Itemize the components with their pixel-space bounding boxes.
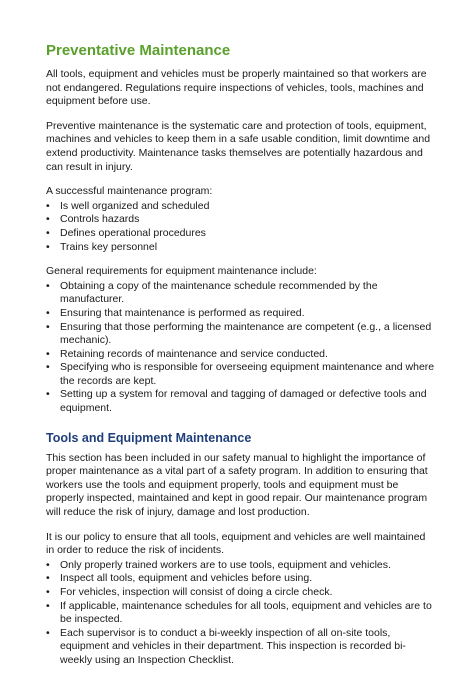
policy-lead: It is our policy to ensure that all tools, equipment and vehicles are well maintained in order to reduce the risk of incidents. <box>46 530 426 557</box>
list-item: • Ensuring that maintenance is performed as required. <box>46 307 436 321</box>
requirements-list <box>46 280 436 416</box>
list-item: • For vehicles, inspection will consist of doing a circle check. <box>46 586 436 600</box>
program-list <box>46 200 436 254</box>
page-title: Preventative Maintenance <box>46 42 231 59</box>
list-item: • Trains key personnel <box>46 241 436 255</box>
list-item: • If applicable, maintenance schedules for all tools, equipment and vehicles are to be inspected. <box>46 600 436 627</box>
section-paragraph: This section has been included in our safety manual to highlight the importance of proper maintenance as a vital part of a safety program. In addition to ensuring that workers use the tools and equipment properly, tools and equipment must be properly inspected, maintained and kept in good repair. Our maintenance program will reduce the risk of injury, damage and lost production. <box>46 451 428 519</box>
document-page <box>46 42 436 679</box>
list-item: • Retaining records of maintenance and service conducted. <box>46 348 436 362</box>
list-item: • Controls hazards <box>46 213 436 227</box>
list-item: • Inspect all tools, equipment and vehicles before using. <box>46 572 436 586</box>
list-item: • Obtaining a copy of the maintenance schedule recommended by the manufacturer. <box>46 280 436 307</box>
list-item: • Only properly trained workers are to use tools, equipment and vehicles. <box>46 559 436 573</box>
list-item: • Defines operational procedures <box>46 227 436 241</box>
list-item: • Ensuring that those performing the maintenance are competent (e.g., a licensed mechanic). <box>46 321 436 348</box>
definition-paragraph: Preventive maintenance is the systematic care and protection of tools, equipment, machines and vehicles to keep them in a safe usable condition, limit downtime and extend productivity. Maintenance tasks themselves are potentially hazardous and can result in injury. <box>46 119 431 173</box>
intro-paragraph: All tools, equipment and vehicles must be properly maintained so that workers are not endangered. Regulations require inspections of vehicles, tools, machines and equipment before use. <box>46 68 427 108</box>
section-heading: Tools and Equipment Maintenance <box>46 430 252 445</box>
list-item: • Is well organized and scheduled <box>46 200 436 214</box>
list-item: • Specifying who is responsible for overseeing equipment maintenance and where the records are kept. <box>46 361 436 388</box>
program-lead: A successful maintenance program: <box>46 185 213 198</box>
list-item: • Each supervisor is to conduct a bi-weekly inspection of all on-site tools, equipment and vehicles in their department. This inspection is recorded bi-weekly using an Inspection Checklist. <box>46 627 436 668</box>
policy-list <box>46 559 436 668</box>
requirements-lead: General requirements for equipment maintenance include: <box>46 265 317 278</box>
list-item: • Setting up a system for removal and tagging of damaged or defective tools and equipment. <box>46 388 436 415</box>
